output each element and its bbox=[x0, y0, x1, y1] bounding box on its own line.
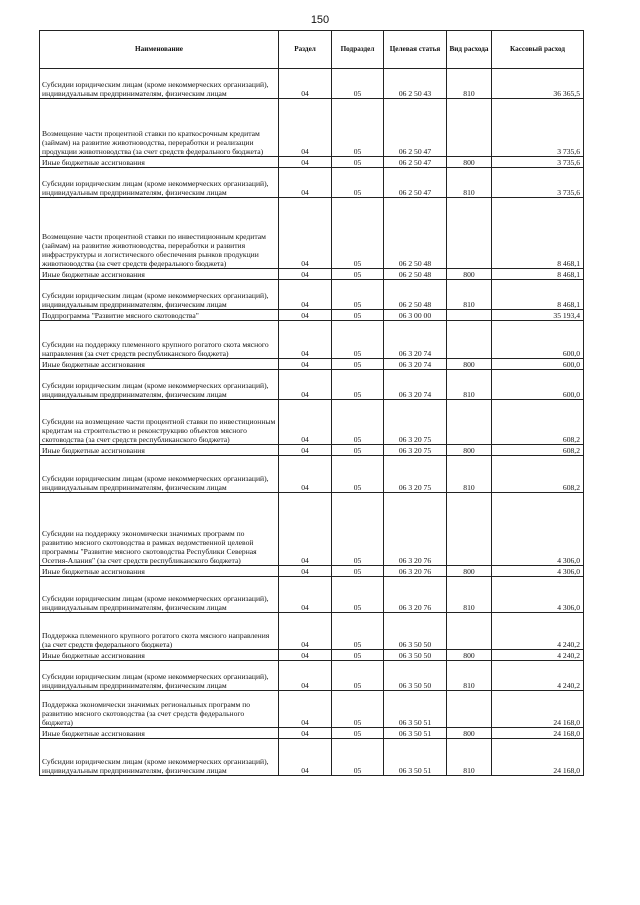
cell-name: Иные бюджетные ассигнования bbox=[40, 359, 279, 370]
cell-section: 04 bbox=[279, 280, 332, 310]
cell-expense-type bbox=[447, 400, 492, 445]
cell-name: Субсидии на поддержку экономически значимых программ по развитию мясного скотоводства в рамках ведомственной целевой программы "Развитие мясного скотоводства Республики Северная Осетия-Алания" (за счет средств республиканского бюджета) bbox=[40, 493, 279, 566]
cell-expense-type: 810 bbox=[447, 280, 492, 310]
table-row bbox=[40, 691, 584, 728]
header-subsection: Подраздел bbox=[332, 31, 384, 69]
cell-article: 06 3 50 51 bbox=[384, 691, 447, 728]
cell-section: 04 bbox=[279, 69, 332, 99]
cell-amount: 8 468,1 bbox=[492, 198, 584, 269]
cell-amount: 4 240,2 bbox=[492, 650, 584, 661]
cell-expense-type: 810 bbox=[447, 739, 492, 776]
cell-section: 04 bbox=[279, 168, 332, 198]
cell-article: 06 3 20 76 bbox=[384, 577, 447, 613]
cell-section: 04 bbox=[279, 370, 332, 400]
cell-amount: 3 735,6 bbox=[492, 157, 584, 168]
cell-amount: 608,2 bbox=[492, 456, 584, 493]
cell-name: Возмещение части процентной ставки по инвестиционным кредитам (займам) на развитие животноводства, переработки и развития инфраструктуры и логистического обеспечения рынков продукции животноводства (за счет средств федерального бюджета) bbox=[40, 198, 279, 269]
cell-section: 04 bbox=[279, 650, 332, 661]
cell-article: 06 3 20 76 bbox=[384, 566, 447, 577]
cell-name: Подпрограмма "Развитие мясного скотоводства" bbox=[40, 310, 279, 321]
table-row bbox=[40, 321, 584, 359]
table-row bbox=[40, 99, 584, 157]
cell-article: 06 2 50 47 bbox=[384, 157, 447, 168]
cell-amount: 3 735,6 bbox=[492, 168, 584, 198]
cell-subsection: 05 bbox=[332, 321, 384, 359]
cell-expense-type bbox=[447, 310, 492, 321]
cell-section: 04 bbox=[279, 321, 332, 359]
cell-name: Субсидии на возмещение части процентной ставки по инвестиционным кредитам на строительство и реконструкцию объектов мясного скотоводства (за счет средств республиканского бюджета) bbox=[40, 400, 279, 445]
cell-subsection: 05 bbox=[332, 650, 384, 661]
cell-section: 04 bbox=[279, 445, 332, 456]
cell-article: 06 3 20 74 bbox=[384, 359, 447, 370]
table-body bbox=[40, 69, 584, 776]
cell-article: 06 3 50 50 bbox=[384, 650, 447, 661]
table-row bbox=[40, 157, 584, 168]
cell-expense-type: 800 bbox=[447, 269, 492, 280]
table-row bbox=[40, 269, 584, 280]
cell-amount: 24 168,0 bbox=[492, 728, 584, 739]
cell-subsection: 05 bbox=[332, 566, 384, 577]
cell-name: Субсидии юридическим лицам (кроме некоммерческих организаций), индивидуальным предпринимателям, физическим лицам bbox=[40, 577, 279, 613]
cell-expense-type bbox=[447, 99, 492, 157]
cell-article: 06 3 00 00 bbox=[384, 310, 447, 321]
cell-article: 06 2 50 48 bbox=[384, 280, 447, 310]
cell-name: Иные бюджетные ассигнования bbox=[40, 728, 279, 739]
cell-section: 04 bbox=[279, 359, 332, 370]
cell-article: 06 3 50 50 bbox=[384, 613, 447, 650]
cell-amount: 4 240,2 bbox=[492, 613, 584, 650]
cell-amount: 24 168,0 bbox=[492, 691, 584, 728]
cell-section: 04 bbox=[279, 269, 332, 280]
cell-subsection: 05 bbox=[332, 168, 384, 198]
cell-expense-type: 810 bbox=[447, 661, 492, 691]
cell-name: Субсидии юридическим лицам (кроме некоммерческих организаций), индивидуальным предпринимателям, физическим лицам bbox=[40, 661, 279, 691]
cell-section: 04 bbox=[279, 198, 332, 269]
cell-name: Иные бюджетные ассигнования bbox=[40, 650, 279, 661]
cell-expense-type bbox=[447, 198, 492, 269]
cell-name: Поддержка племенного крупного рогатого скота мясного направления (за счет средств федерального бюджета) bbox=[40, 613, 279, 650]
cell-name: Субсидии юридическим лицам (кроме некоммерческих организаций), индивидуальным предпринимателям, физическим лицам bbox=[40, 168, 279, 198]
cell-article: 06 2 50 43 bbox=[384, 69, 447, 99]
cell-expense-type: 810 bbox=[447, 456, 492, 493]
cell-article: 06 2 50 47 bbox=[384, 168, 447, 198]
page-number: 150 bbox=[310, 14, 330, 26]
table-row bbox=[40, 728, 584, 739]
table-row bbox=[40, 739, 584, 776]
cell-expense-type: 800 bbox=[447, 566, 492, 577]
cell-section: 04 bbox=[279, 728, 332, 739]
cell-expense-type: 800 bbox=[447, 445, 492, 456]
table-row bbox=[40, 370, 584, 400]
table-row bbox=[40, 456, 584, 493]
cell-name: Субсидии юридическим лицам (кроме некоммерческих организаций), индивидуальным предпринимателям, физическим лицам bbox=[40, 456, 279, 493]
cell-subsection: 05 bbox=[332, 613, 384, 650]
cell-amount: 8 468,1 bbox=[492, 269, 584, 280]
cell-article: 06 3 20 76 bbox=[384, 493, 447, 566]
cell-name: Иные бюджетные ассигнования bbox=[40, 445, 279, 456]
cell-amount: 608,2 bbox=[492, 400, 584, 445]
cell-amount: 24 168,0 bbox=[492, 739, 584, 776]
table-row bbox=[40, 661, 584, 691]
cell-subsection: 05 bbox=[332, 728, 384, 739]
cell-section: 04 bbox=[279, 577, 332, 613]
cell-article: 06 3 50 50 bbox=[384, 661, 447, 691]
cell-subsection: 05 bbox=[332, 577, 384, 613]
cell-subsection: 05 bbox=[332, 99, 384, 157]
cell-expense-type: 800 bbox=[447, 359, 492, 370]
cell-name: Поддержка экономически значимых региональных программ по развитию мясного скотоводства (за счет средств федерального бюджета) bbox=[40, 691, 279, 728]
cell-subsection: 05 bbox=[332, 157, 384, 168]
cell-article: 06 3 50 51 bbox=[384, 728, 447, 739]
cell-article: 06 2 50 48 bbox=[384, 269, 447, 280]
cell-expense-type: 810 bbox=[447, 69, 492, 99]
cell-amount: 600,0 bbox=[492, 359, 584, 370]
cell-subsection: 05 bbox=[332, 493, 384, 566]
cell-article: 06 3 20 74 bbox=[384, 370, 447, 400]
cell-expense-type bbox=[447, 321, 492, 359]
cell-name: Субсидии юридическим лицам (кроме некоммерческих организаций), индивидуальным предпринимателям, физическим лицам bbox=[40, 69, 279, 99]
cell-subsection: 05 bbox=[332, 370, 384, 400]
cell-amount: 4 306,0 bbox=[492, 566, 584, 577]
cell-amount: 4 306,0 bbox=[492, 493, 584, 566]
cell-expense-type: 800 bbox=[447, 157, 492, 168]
cell-amount: 600,0 bbox=[492, 321, 584, 359]
cell-amount: 608,2 bbox=[492, 445, 584, 456]
budget-table bbox=[39, 30, 584, 776]
header-name: Наименование bbox=[40, 31, 279, 69]
table-row bbox=[40, 445, 584, 456]
cell-expense-type: 800 bbox=[447, 650, 492, 661]
cell-name: Возмещение части процентной ставки по краткосрочным кредитам (займам) на развитие животноводства, переработки и реализации продукции животноводства (за счет средств федерального бюджета) bbox=[40, 99, 279, 157]
cell-subsection: 05 bbox=[332, 691, 384, 728]
cell-amount: 36 365,5 bbox=[492, 69, 584, 99]
cell-article: 06 3 20 75 bbox=[384, 400, 447, 445]
cell-expense-type: 810 bbox=[447, 577, 492, 613]
header-section: Раздел bbox=[279, 31, 332, 69]
table-row bbox=[40, 566, 584, 577]
cell-name: Субсидии юридическим лицам (кроме некоммерческих организаций), индивидуальным предпринимателям, физическим лицам bbox=[40, 370, 279, 400]
table-row bbox=[40, 650, 584, 661]
cell-section: 04 bbox=[279, 456, 332, 493]
cell-subsection: 05 bbox=[332, 280, 384, 310]
cell-subsection: 05 bbox=[332, 661, 384, 691]
cell-article: 06 3 50 51 bbox=[384, 739, 447, 776]
header-expense-type: Вид расхода bbox=[447, 31, 492, 69]
cell-article: 06 3 20 75 bbox=[384, 456, 447, 493]
cell-article: 06 3 20 75 bbox=[384, 445, 447, 456]
table-row bbox=[40, 280, 584, 310]
cell-amount: 3 735,6 bbox=[492, 99, 584, 157]
cell-amount: 4 306,0 bbox=[492, 577, 584, 613]
cell-expense-type bbox=[447, 691, 492, 728]
table-row bbox=[40, 577, 584, 613]
cell-subsection: 05 bbox=[332, 456, 384, 493]
table-row bbox=[40, 198, 584, 269]
cell-article: 06 2 50 47 bbox=[384, 99, 447, 157]
cell-section: 04 bbox=[279, 310, 332, 321]
cell-subsection: 05 bbox=[332, 269, 384, 280]
cell-subsection: 05 bbox=[332, 310, 384, 321]
cell-section: 04 bbox=[279, 400, 332, 445]
cell-section: 04 bbox=[279, 739, 332, 776]
cell-expense-type: 810 bbox=[447, 370, 492, 400]
cell-amount: 600,0 bbox=[492, 370, 584, 400]
table-row bbox=[40, 400, 584, 445]
cell-subsection: 05 bbox=[332, 445, 384, 456]
cell-expense-type bbox=[447, 493, 492, 566]
cell-name: Субсидии юридическим лицам (кроме некоммерческих организаций), индивидуальным предпринимателям, физическим лицам bbox=[40, 280, 279, 310]
cell-expense-type: 810 bbox=[447, 168, 492, 198]
cell-section: 04 bbox=[279, 566, 332, 577]
cell-name: Иные бюджетные ассигнования bbox=[40, 269, 279, 280]
cell-amount: 8 468,1 bbox=[492, 280, 584, 310]
cell-name: Иные бюджетные ассигнования bbox=[40, 566, 279, 577]
header-target-article: Целевая статья bbox=[384, 31, 447, 69]
table-row bbox=[40, 168, 584, 198]
cell-subsection: 05 bbox=[332, 359, 384, 370]
table-row bbox=[40, 613, 584, 650]
cell-article: 06 2 50 48 bbox=[384, 198, 447, 269]
table-header-row bbox=[40, 31, 584, 69]
cell-subsection: 05 bbox=[332, 739, 384, 776]
cell-subsection: 05 bbox=[332, 400, 384, 445]
header-cash-expense: Кассовый расход bbox=[492, 31, 584, 69]
cell-name: Субсидии юридическим лицам (кроме некоммерческих организаций), индивидуальным предпринимателям, физическим лицам bbox=[40, 739, 279, 776]
cell-amount: 35 193,4 bbox=[492, 310, 584, 321]
cell-section: 04 bbox=[279, 613, 332, 650]
cell-expense-type bbox=[447, 613, 492, 650]
table-row bbox=[40, 493, 584, 566]
cell-section: 04 bbox=[279, 157, 332, 168]
cell-name: Субсидии на поддержку племенного крупного рогатого скота мясного направления (за счет средств республиканского бюджета) bbox=[40, 321, 279, 359]
cell-subsection: 05 bbox=[332, 69, 384, 99]
cell-expense-type: 800 bbox=[447, 728, 492, 739]
budget-table-container bbox=[39, 30, 583, 776]
cell-section: 04 bbox=[279, 691, 332, 728]
cell-amount: 4 240,2 bbox=[492, 661, 584, 691]
cell-article: 06 3 20 74 bbox=[384, 321, 447, 359]
cell-section: 04 bbox=[279, 661, 332, 691]
table-row bbox=[40, 359, 584, 370]
cell-section: 04 bbox=[279, 493, 332, 566]
cell-section: 04 bbox=[279, 99, 332, 157]
table-row bbox=[40, 69, 584, 99]
cell-subsection: 05 bbox=[332, 198, 384, 269]
table-row bbox=[40, 310, 584, 321]
cell-name: Иные бюджетные ассигнования bbox=[40, 157, 279, 168]
